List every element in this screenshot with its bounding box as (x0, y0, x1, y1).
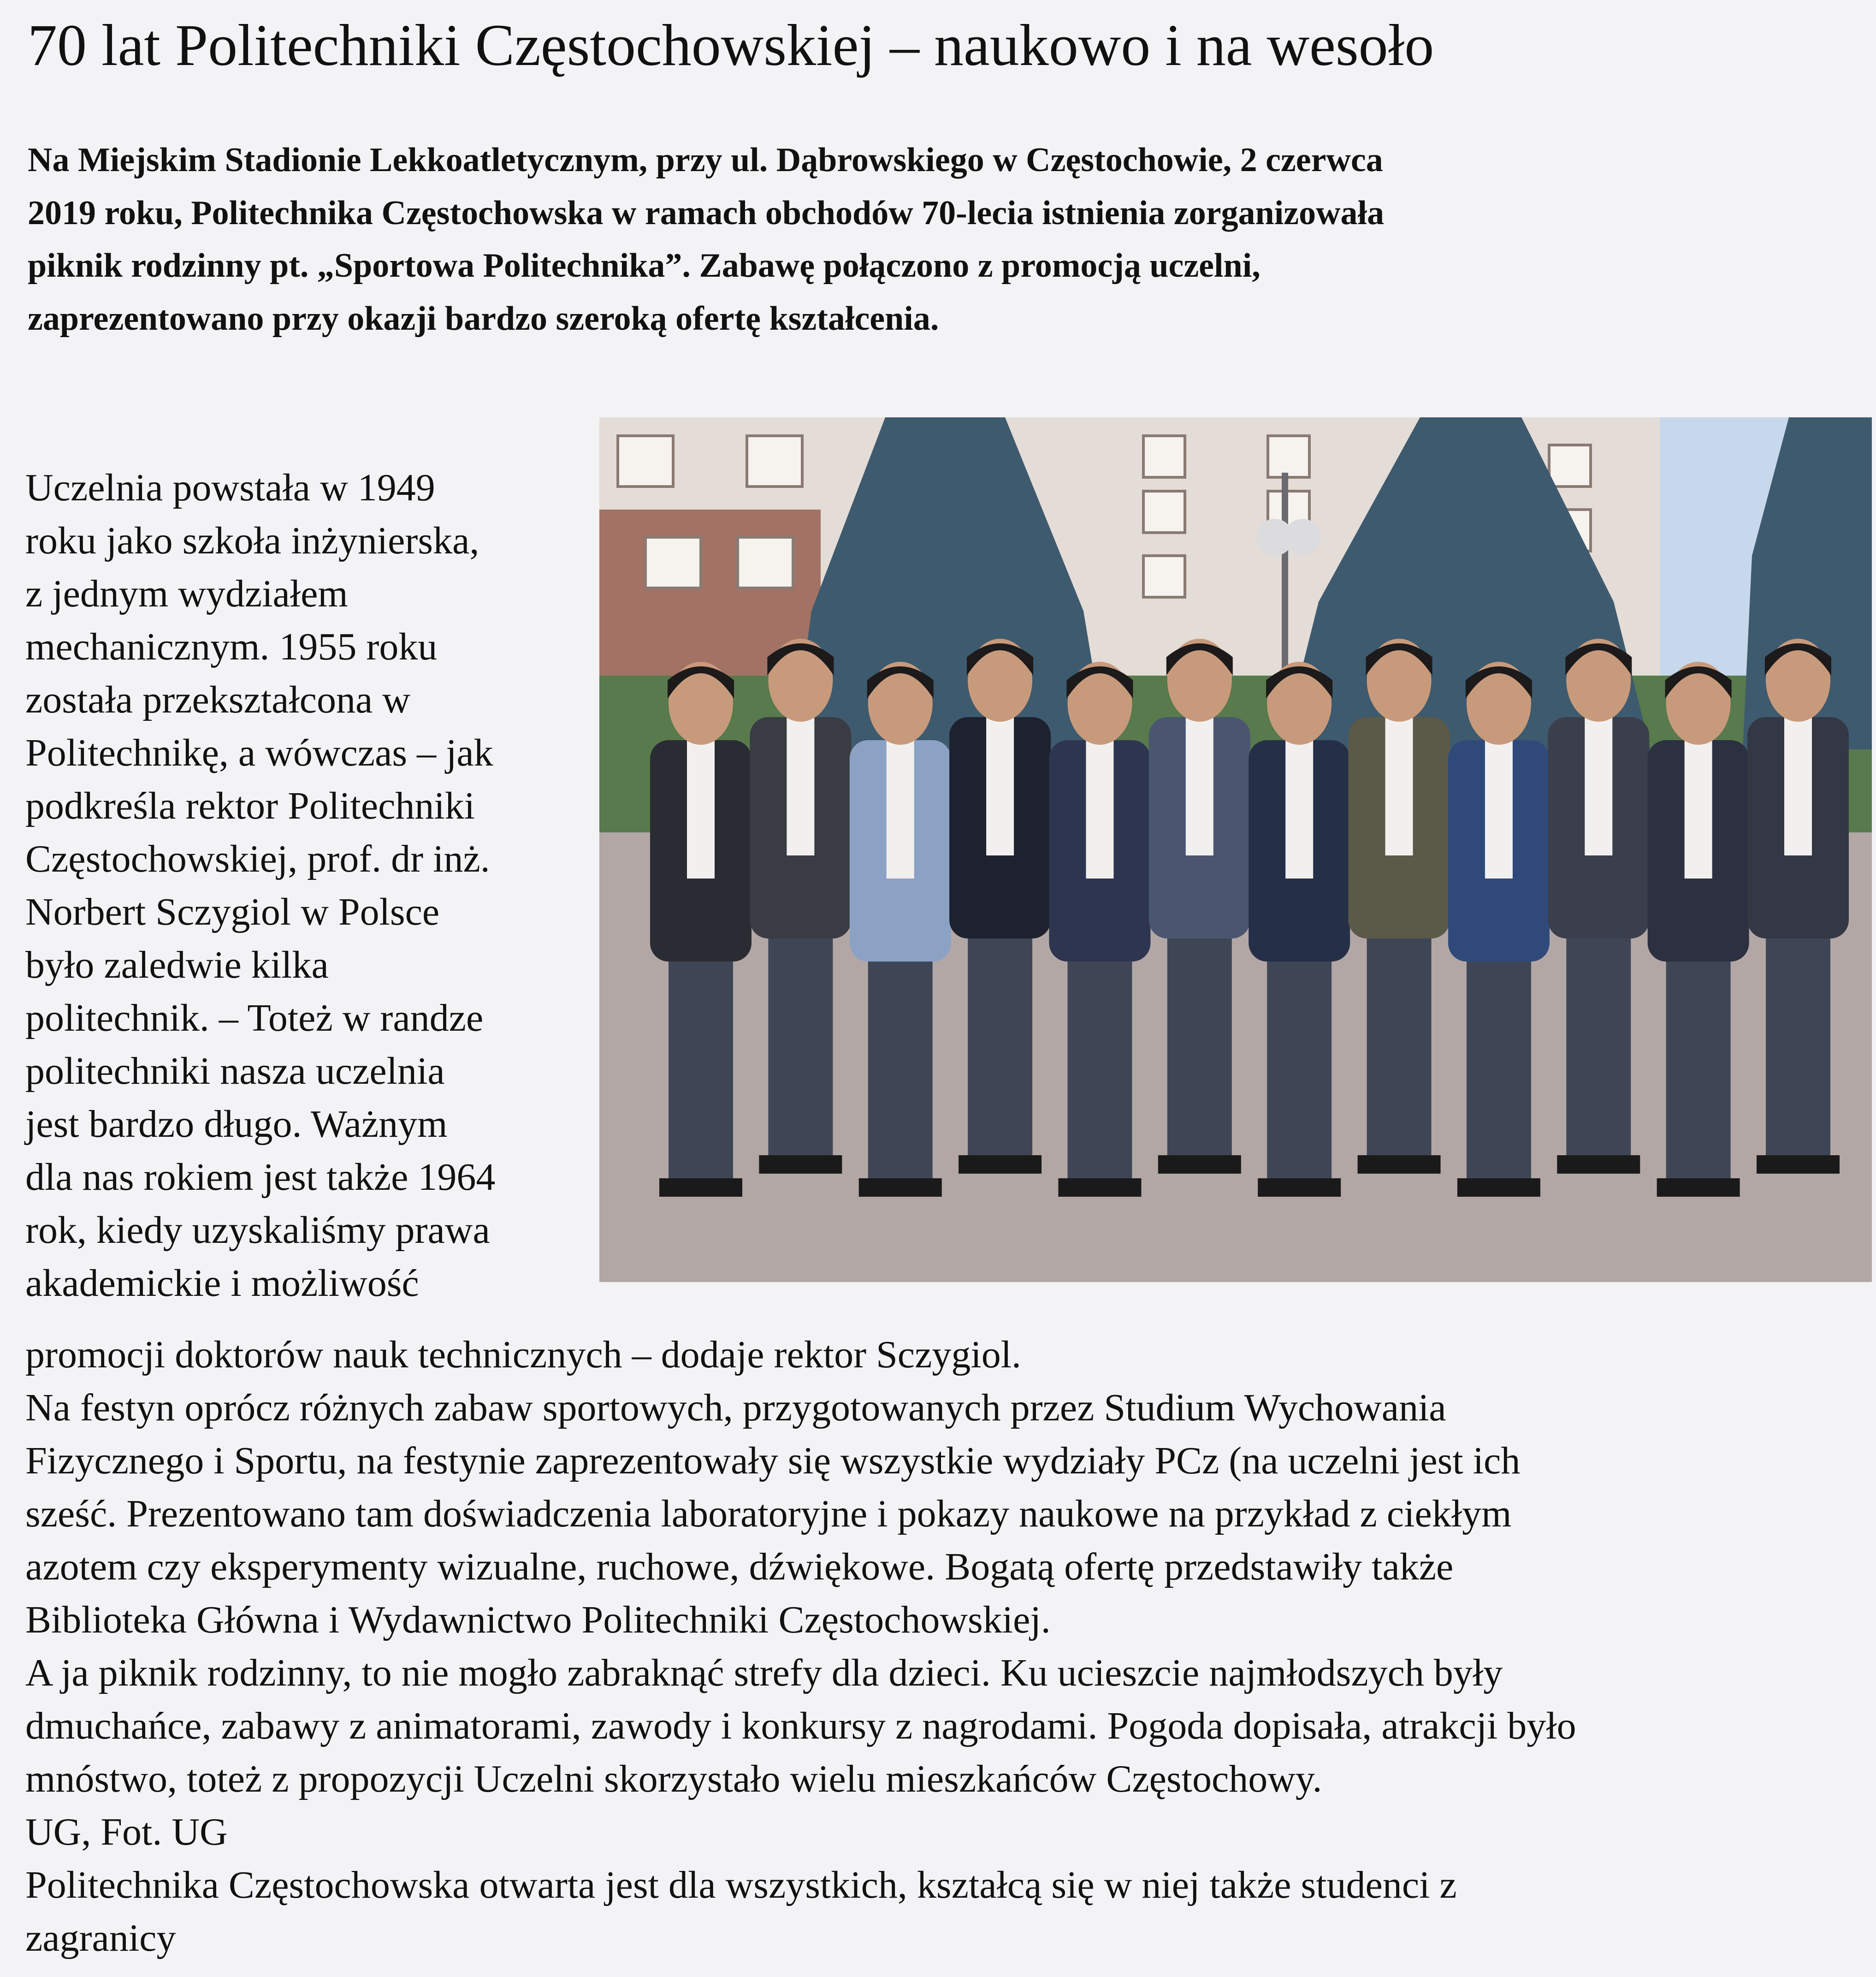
body-line: roku jako szkoła inżynierska, (25, 519, 479, 562)
photo-caption: zagranicy (25, 1917, 176, 1959)
article-photo (599, 417, 1872, 1282)
photo-caption: Politechnika Częstochowska otwarta jest dla wszystkich, kształcą się w niej także studenci z (25, 1864, 1457, 1906)
lead-line: Na Miejskim Stadionie Lekkoatletycznym, przy ul. Dąbrowskiego w Częstochowie, 2 czerwca (28, 141, 1383, 179)
lead-line: piknik rodzinny pt. „Sportowa Politechnika”. Zabawę połączono z promocją uczelni, (28, 247, 1261, 285)
body-line: z jednym wydziałem (25, 572, 348, 615)
body-line: Norbert Sczygiol w Polsce (25, 891, 440, 933)
body-line: została przekształcona w (25, 678, 410, 721)
body-line: politechniki nasza uczelnia (25, 1050, 445, 1092)
article-lead (28, 134, 1867, 345)
body-line: Częstochowskiej, prof. dr inż. (25, 837, 490, 880)
photo-credit: UG, Fot. UG (25, 1811, 228, 1853)
body-line: politechnik. – Toteż w randze (25, 997, 484, 1039)
body-line: jest bardzo długo. Ważnym (25, 1103, 448, 1146)
body-line: mnóstwo, toteż z propozycji Uczelni skorzystało wielu mieszkańców Częstochowy. (25, 1757, 1322, 1800)
body-line: Politechnikę, a wówczas – jak (25, 731, 493, 774)
body-line: mechanicznym. 1955 roku (25, 625, 438, 668)
article-title: 70 lat Politechniki Częstochowskiej – naukowo i na wesoło (28, 12, 1434, 78)
body-line: sześć. Prezentowano tam doświadczenia laboratoryjne i pokazy naukowe na przykład z ciekłym (25, 1492, 1512, 1535)
body-line: A ja piknik rodzinny, to nie mogło zabraknąć strefy dla dzieci. Ku ucieszcie najmłodszych były (25, 1651, 1503, 1694)
body-line: Biblioteka Główna i Wydawnictwo Politechniki Częstochowskiej. (25, 1598, 1051, 1641)
lead-line: zaprezentowano przy okazji bardzo szeroką ofertę kształcenia. (28, 300, 939, 338)
body-line: rok, kiedy uzyskaliśmy prawa (25, 1209, 490, 1252)
body-line: dla nas rokiem jest także 1964 (25, 1156, 496, 1199)
body-line: promocji doktorów nauk technicznych – dodaje rektor Sczygiol. (25, 1333, 1022, 1376)
group-photo-image (599, 417, 1872, 1282)
body-line: Fizycznego i Sportu, na festynie zaprezentowały się wszystkie wydziały PCz (na uczelni jest ich (25, 1439, 1521, 1482)
body-line: Uczelnia powstała w 1949 (25, 466, 435, 509)
body-line: podkreśla rektor Politechniki (25, 784, 475, 827)
article-body-text (25, 1328, 1870, 1965)
body-line: dmuchańce, zabawy z animatorami, zawody i konkursy z nagrodami. Pogoda dopisała, atrakcji było (25, 1704, 1576, 1747)
body-line: azotem czy eksperymenty wizualne, ruchowe, dźwiękowe. Bogatą ofertę przedstawiły także (25, 1545, 1454, 1588)
body-line: akademickie i możliwość (25, 1262, 419, 1305)
body-line: Na festyn oprócz różnych zabaw sportowych, przygotowanych przez Studium Wychowania (25, 1386, 1446, 1429)
body-line: było zaledwie kilka (25, 944, 329, 986)
lead-line: 2019 roku, Politechnika Częstochowska w ramach obchodów 70-lecia istnienia zorganizowała (28, 194, 1385, 232)
